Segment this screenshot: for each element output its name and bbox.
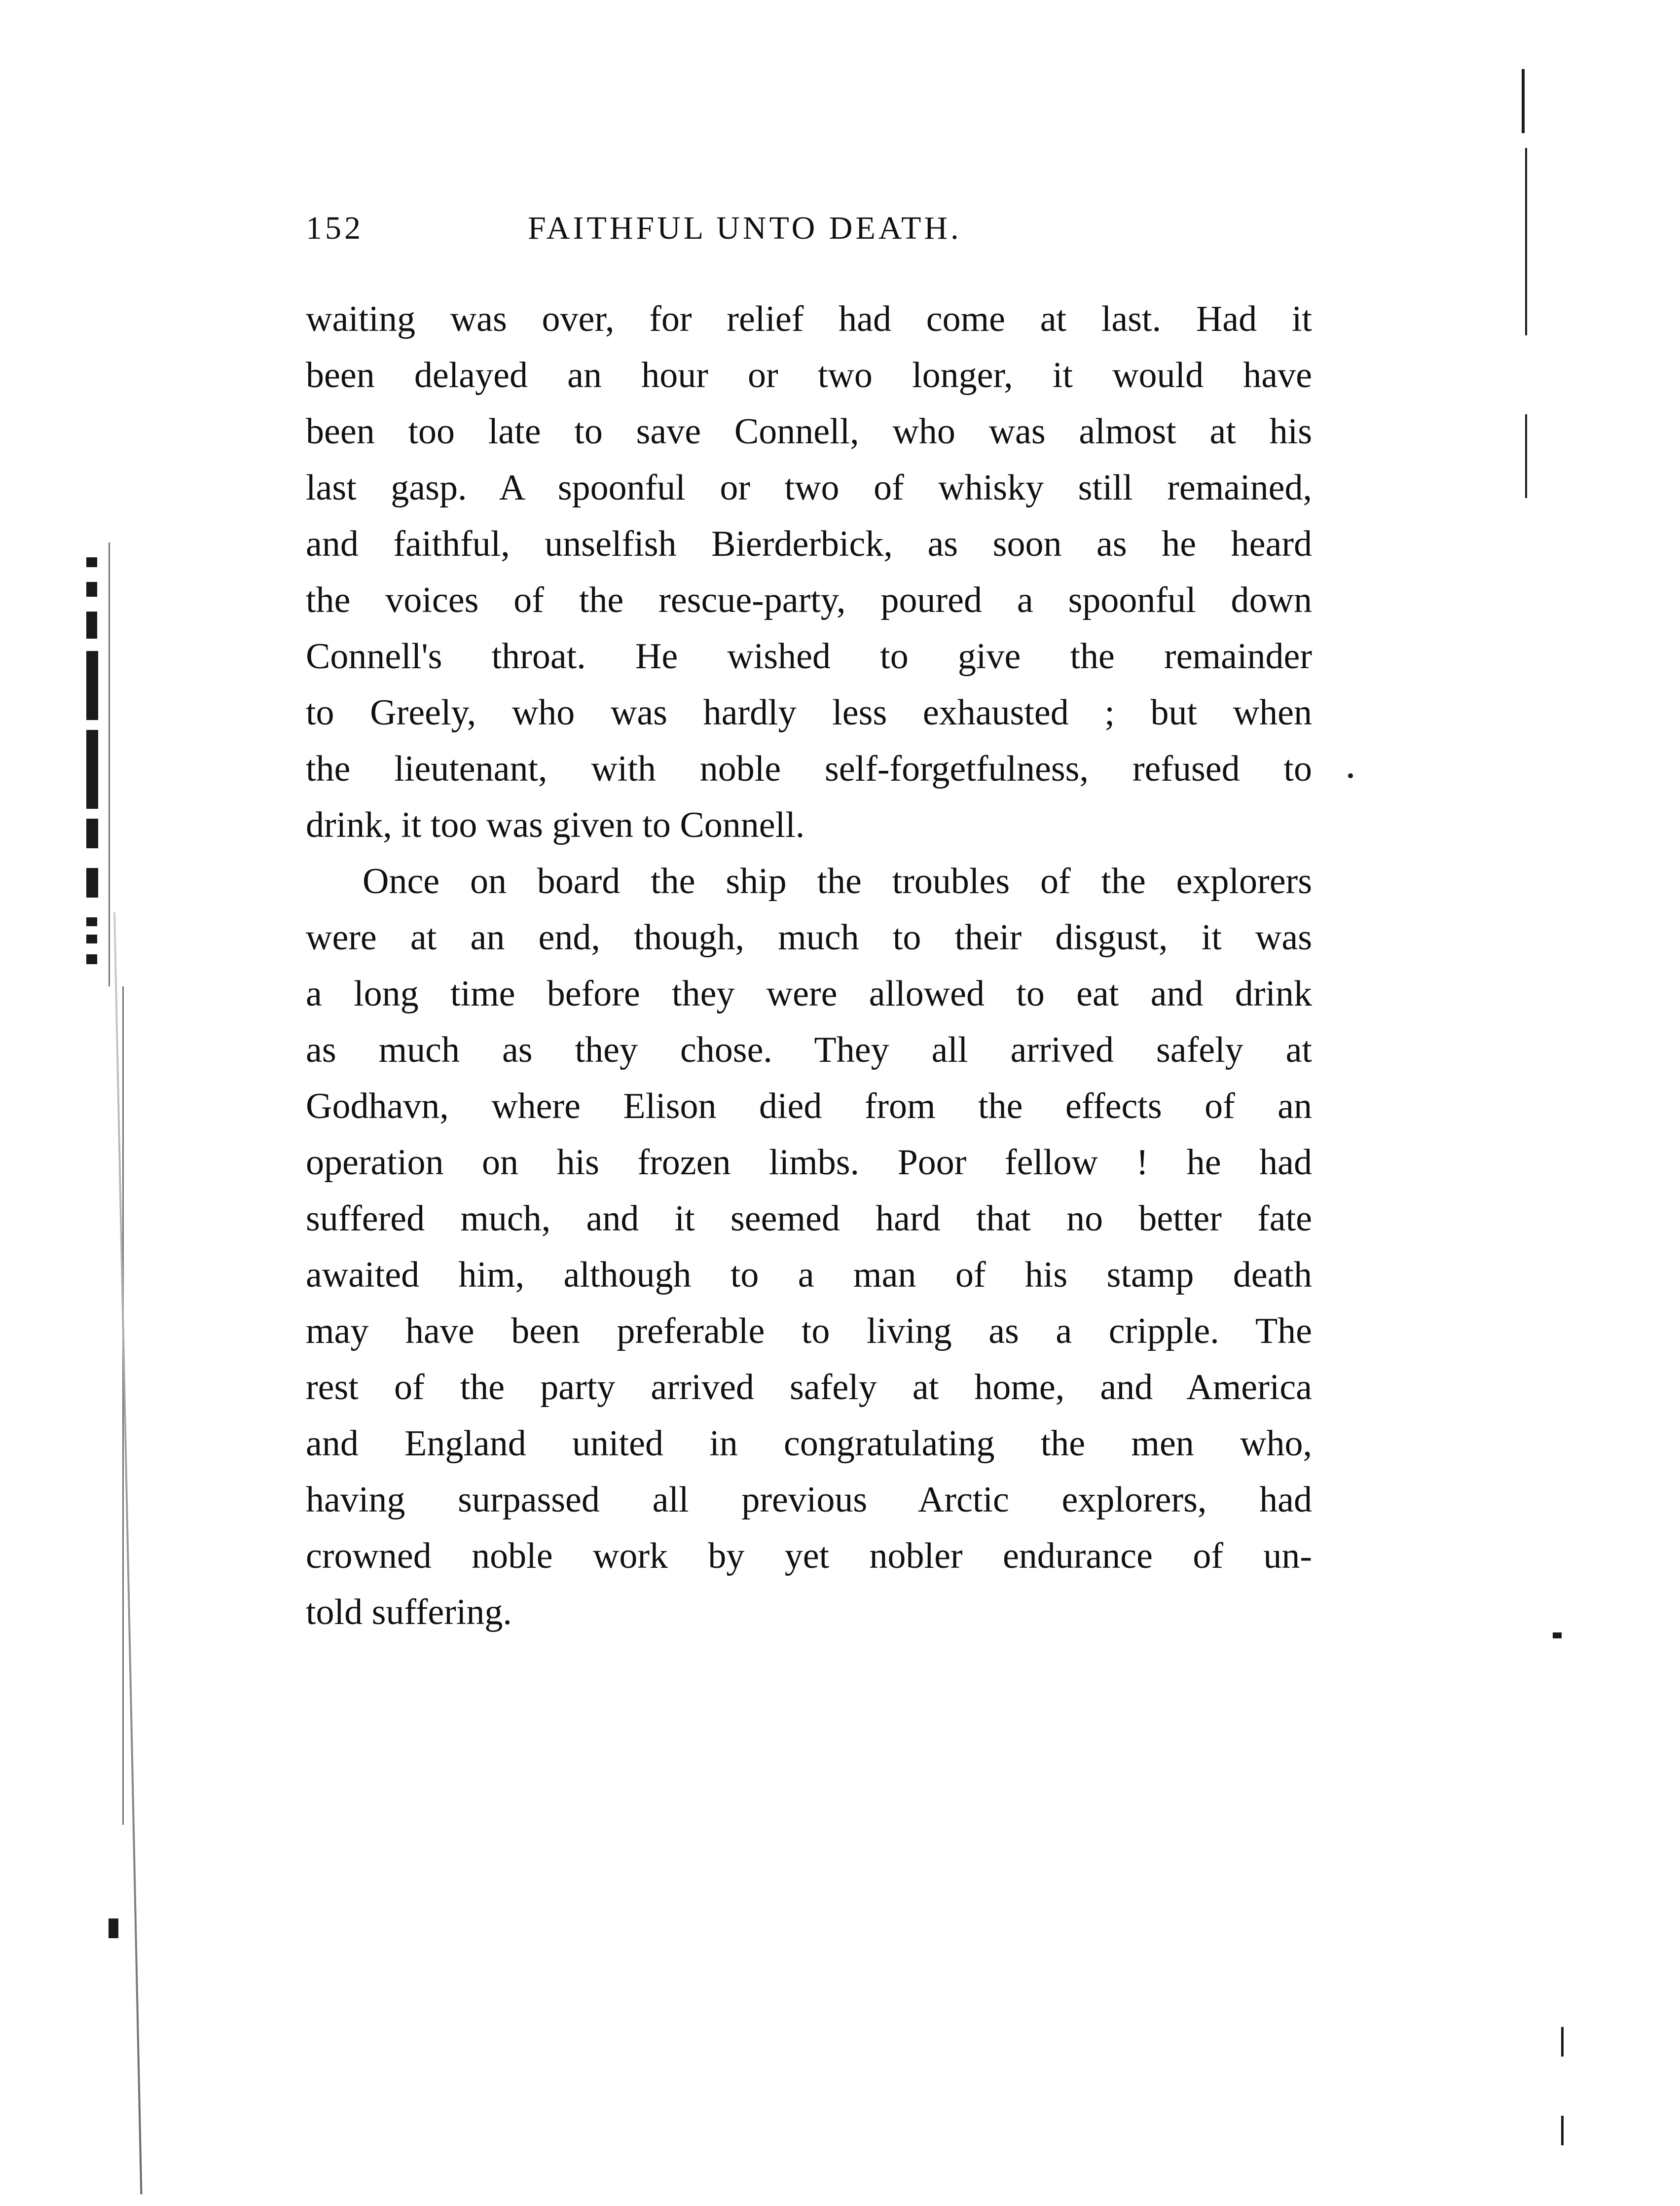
text-line: told suffering. (306, 1592, 512, 1632)
page-number: 152 (306, 210, 364, 246)
text-line: Connell's throat. He wished to give the remainder (306, 636, 1312, 677)
scan-mark (86, 651, 98, 720)
paragraph (306, 291, 1312, 853)
text-line: Once on board the ship the troubles of the explorers (363, 861, 1312, 902)
scan-mark (1553, 1632, 1562, 1638)
scan-mark (1525, 414, 1527, 498)
text-line: awaited him, although to a man of his stamp death (306, 1255, 1312, 1295)
text-line: suffered much, and it seemed hard that no better fate (306, 1198, 1312, 1239)
text-line: may have been preferable to living as a cripple. The (306, 1311, 1312, 1351)
text-line: been delayed an hour or two longer, it would have (306, 355, 1312, 396)
scan-mark (86, 582, 97, 597)
text-line: to Greely, who was hardly less exhausted ; but when (306, 692, 1312, 733)
text-line: were at an end, though, much to their disgust, it was (306, 917, 1312, 958)
text-line: as much as they chose. They all arrived safely at (306, 1030, 1312, 1070)
text-line: and faithful, unselfish Bierderbick, as soon as he heard (306, 524, 1312, 564)
scan-mark (109, 1918, 118, 1938)
text-line: a long time before they were allowed to eat and drink (306, 974, 1312, 1014)
scan-mark (109, 542, 110, 986)
scan-edge-shadow (113, 912, 142, 2195)
running-head (306, 210, 1312, 259)
text-line: having surpassed all previous Arctic explorers, had (306, 1480, 1312, 1520)
running-title: FAITHFUL UNTO DEATH. (528, 210, 962, 246)
text-line: and England united in congratulating the men who, (306, 1423, 1312, 1464)
text-line: crowned noble work by yet nobler endurance of un- (306, 1536, 1312, 1576)
scan-mark (86, 868, 98, 898)
text-line: Godhavn, where Elison died from the effects of an (306, 1086, 1312, 1126)
scan-mark (86, 954, 97, 964)
text-line: the voices of the rescue-party, poured a spoonful down (306, 580, 1312, 620)
text-line: waiting was over, for relief had come at last. Had it (306, 299, 1312, 339)
paragraph (306, 853, 1312, 1640)
text-line: drink, it too was given to Connell. (306, 805, 805, 845)
scan-mark (1522, 69, 1525, 133)
scan-mark (86, 819, 98, 848)
scan-mark (86, 730, 98, 809)
scan-mark (86, 612, 97, 639)
scan-mark (1348, 773, 1353, 778)
text-line: operation on his frozen limbs. Poor fellow ! he had (306, 1142, 1312, 1183)
scan-mark (86, 917, 97, 926)
text-line: the lieutenant, with noble self-forgetfulness, refused to (306, 749, 1312, 789)
scan-mark (86, 557, 97, 567)
text-line: last gasp. A spoonful or two of whisky still remained, (306, 468, 1312, 508)
scan-mark (1561, 2027, 1564, 2057)
body-text (306, 291, 1312, 1640)
text-line: rest of the party arrived safely at home, and America (306, 1367, 1312, 1408)
scan-mark (1561, 2116, 1564, 2145)
scan-mark (86, 935, 97, 943)
text-line: been too late to save Connell, who was almost at his (306, 411, 1312, 452)
scan-mark (1525, 148, 1527, 335)
